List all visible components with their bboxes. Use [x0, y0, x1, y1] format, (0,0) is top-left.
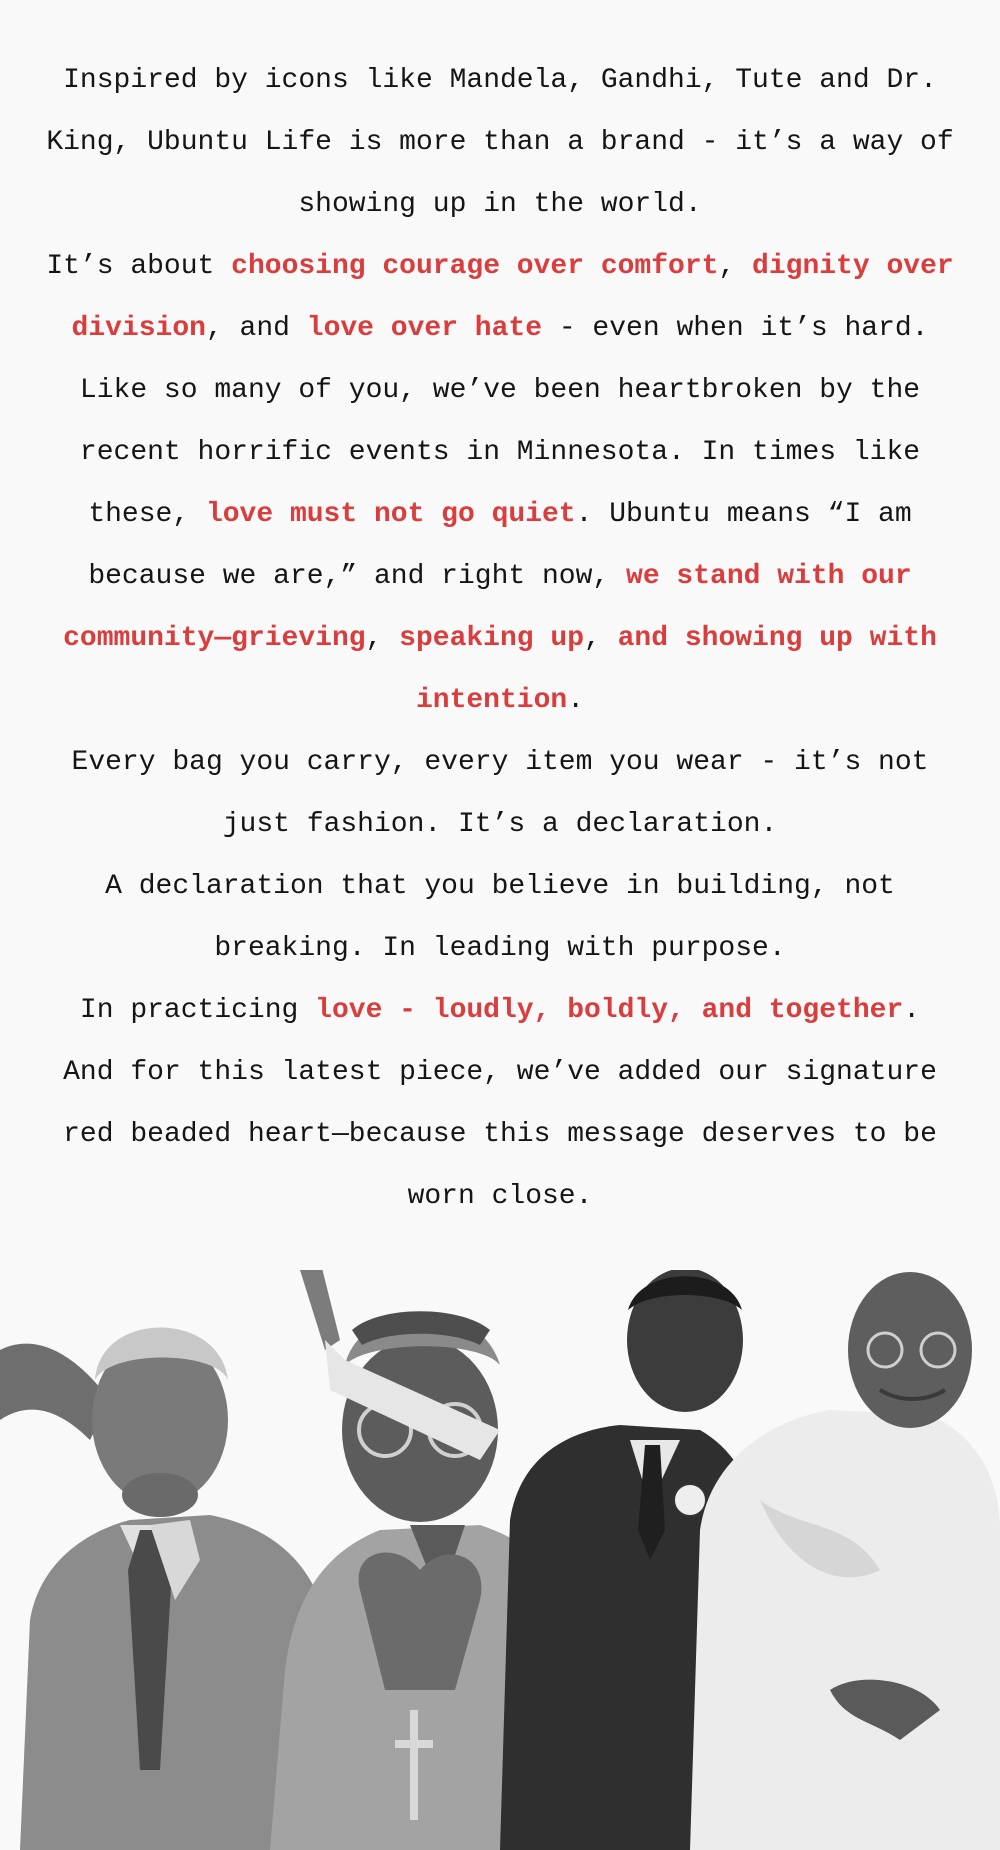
paragraph-practicing-love: [30, 980, 970, 1042]
paragraph-signature-heart: [30, 1042, 970, 1228]
text-segment: - even when it’s hard.: [542, 313, 929, 344]
paragraph-declaration: [30, 732, 970, 856]
text-segment: ,: [584, 623, 618, 654]
paragraph-building: [30, 856, 970, 980]
paragraph-text: A declaration that you believe in building, not breaking. In leading with purpose.: [105, 871, 895, 964]
text-segment: .: [567, 685, 585, 716]
text-segment: ,: [718, 251, 753, 282]
paragraph-inspired: [30, 50, 970, 236]
highlight-love-not-quiet: love must not go quiet: [205, 499, 576, 530]
statement-text: [30, 50, 970, 1228]
highlight-dignity: dignity over division: [71, 251, 954, 344]
text-segment: . Ubuntu means “I am because we are,” and right now,: [88, 499, 912, 592]
portrait-collage-illustration: [0, 1270, 1000, 1850]
highlight-stand-with-community: we stand with our community—grieving: [63, 561, 912, 654]
highlight-love-together: love - loudly, boldly, and together: [315, 995, 904, 1026]
highlight-speaking-up: speaking up: [399, 623, 585, 654]
text-segment: , and: [205, 313, 307, 344]
paragraph-text: Inspired by icons like Mandela, Gandhi, Tute and Dr. King, Ubuntu Life is more than a brand - it’s a way of showing up in the world.: [46, 65, 954, 220]
paragraph-text: And for this latest piece, we’ve added our signature red beaded heart—because this message deserves to be worn close.: [63, 1057, 937, 1212]
text-segment: In practicing: [79, 995, 316, 1026]
paragraph-text: Every bag you carry, every item you wear - it’s not just fashion. It’s a declaration.: [71, 747, 929, 840]
icons-photo-collage: [0, 1270, 1000, 1850]
highlight-love-over-hate: love over hate: [306, 313, 543, 344]
text-segment: Like so many of you, we’ve been heartbroken by the recent horrific events in Minnesota. In times like these,: [79, 375, 921, 530]
paragraph-minnesota: [30, 360, 970, 732]
text-segment: ,: [365, 623, 400, 654]
paragraph-courage: [30, 236, 970, 360]
text-segment: .: [903, 995, 921, 1026]
highlight-showing-up: and showing up with intention: [415, 623, 937, 716]
text-segment: It’s about: [46, 251, 232, 282]
highlight-courage: choosing courage over comfort: [231, 251, 719, 282]
